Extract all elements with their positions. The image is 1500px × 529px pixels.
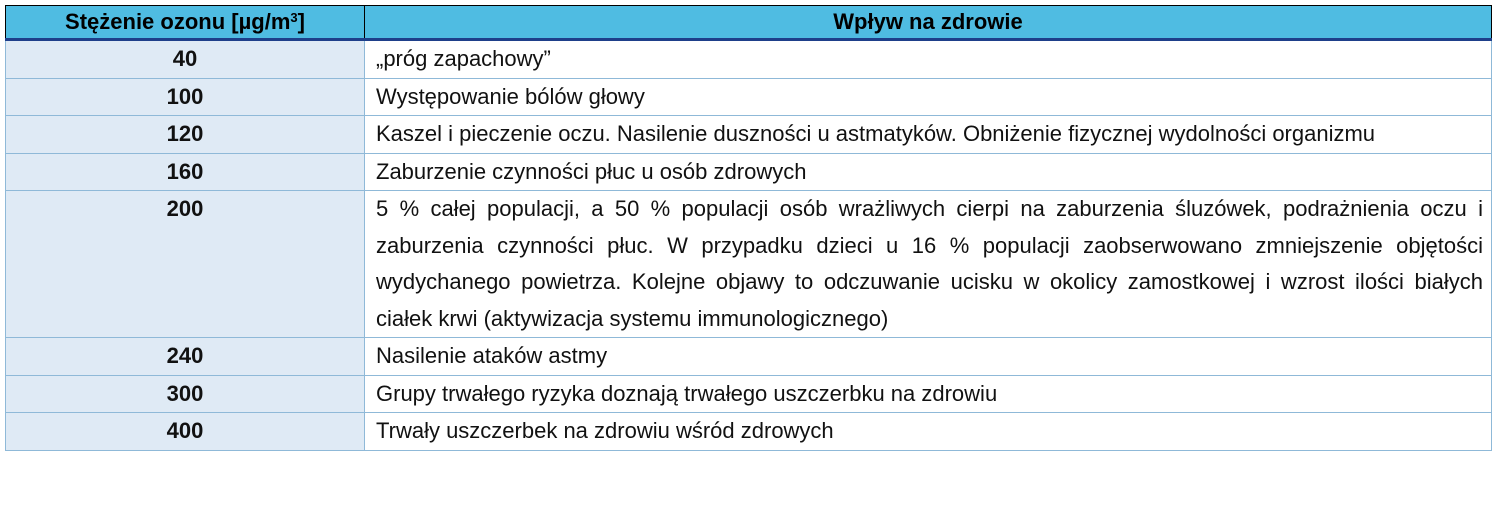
column-header-concentration-text: Stężenie ozonu [µg/m — [65, 9, 291, 34]
table-header-row — [6, 6, 1492, 40]
concentration-cell: 400 — [6, 413, 365, 451]
table-row — [6, 116, 1492, 154]
table-row — [6, 40, 1492, 79]
concentration-cell: 40 — [6, 40, 365, 79]
ozone-health-table-container — [5, 5, 1491, 451]
table-row — [6, 338, 1492, 376]
table-row — [6, 413, 1492, 451]
effect-cell: Występowanie bólów głowy — [365, 78, 1492, 116]
ozone-health-table — [5, 5, 1492, 451]
concentration-cell: 100 — [6, 78, 365, 116]
effect-cell: „próg zapachowy” — [365, 40, 1492, 79]
effect-cell: Kaszel i pieczenie oczu. Nasilenie duszności u astmatyków. Obniżenie fizycznej wydolności organizmu — [365, 116, 1492, 154]
concentration-cell: 240 — [6, 338, 365, 376]
column-header-concentration-superscript: 3 — [290, 10, 298, 25]
column-header-concentration — [6, 6, 365, 40]
effect-cell: Trwały uszczerbek na zdrowiu wśród zdrowych — [365, 413, 1492, 451]
effect-cell: Zaburzenie czynności płuc u osób zdrowych — [365, 153, 1492, 191]
concentration-cell: 120 — [6, 116, 365, 154]
concentration-cell: 200 — [6, 191, 365, 338]
table-row — [6, 375, 1492, 413]
concentration-cell: 160 — [6, 153, 365, 191]
concentration-cell: 300 — [6, 375, 365, 413]
effect-cell: 5 % całej populacji, a 50 % populacji osób wrażliwych cierpi na zaburzenia śluzówek, podrażnienia oczu i zaburzenia czynności płuc. W przypadku dzieci u 16 % populacji zaobserwowano zmniejszenie objętości wydychanego powietrza. Kolejne objawy to odczuwanie ucisku w okolicy zamostkowej i wzrost ilości białych ciałek krwi (aktywizacja systemu immunologicznego) — [365, 191, 1492, 338]
effect-cell: Grupy trwałego ryzyka doznają trwałego uszczerbku na zdrowiu — [365, 375, 1492, 413]
column-header-effect: Wpływ na zdrowie — [365, 6, 1492, 40]
effect-cell: Nasilenie ataków astmy — [365, 338, 1492, 376]
table-row — [6, 191, 1492, 338]
table-row — [6, 153, 1492, 191]
column-header-concentration-close: ] — [297, 9, 305, 34]
table-row — [6, 78, 1492, 116]
